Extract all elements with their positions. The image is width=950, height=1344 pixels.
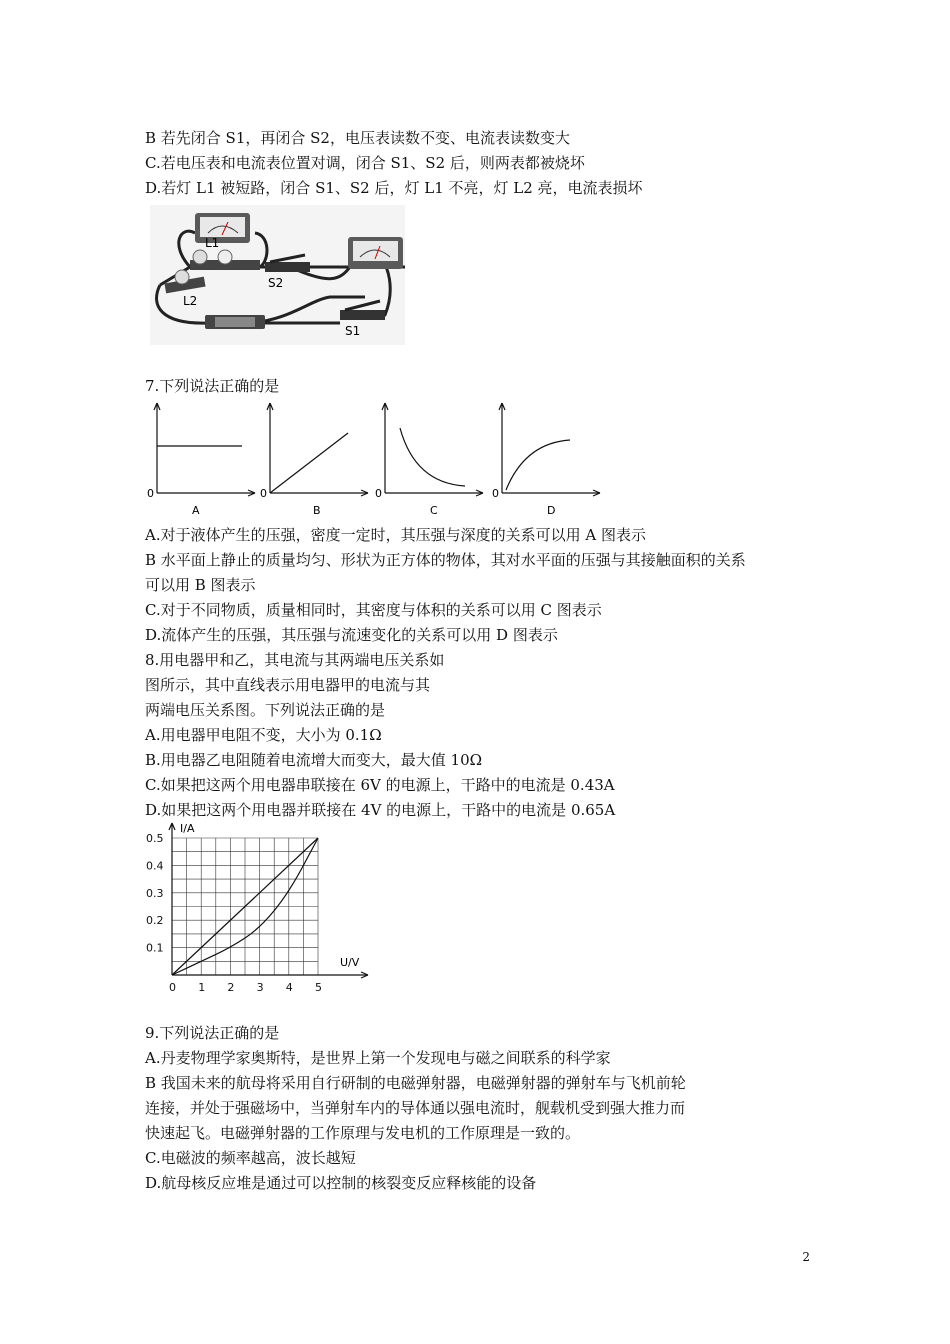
q6-option-b: B 若先闭合 S1，再闭合 S2，电压表读数不变、电流表读数变大 — [145, 129, 570, 147]
x-tick-label: 4 — [285, 981, 293, 994]
q7-option-b-line2: 可以用 B 图表示 — [145, 576, 256, 594]
y-tick-label: 0.1 — [146, 941, 164, 955]
q8-stem-line1: 8.用电器甲和乙，其电流与其两端电压关系如 — [145, 651, 445, 669]
ammeter-icon — [348, 237, 403, 269]
voltmeter-icon — [195, 213, 250, 243]
x-tick-label: 0 — [169, 981, 176, 994]
graph-label-c: C — [430, 504, 438, 517]
origin-d: 0 — [492, 487, 499, 500]
q9-stem: 9.下列说法正确的是 — [145, 1024, 280, 1042]
y-tick-label: 0.2 — [146, 914, 164, 928]
q7-graphs — [140, 398, 610, 520]
x-tick-label: 2 — [227, 981, 235, 994]
q7-option-b-line1: B 水平面上静止的质量均匀、形状为正方体的物体，其对水平面的压强与其接触面积的关系 — [145, 551, 746, 569]
q9-option-b-line2: 连接，并处于强磁场中，当弹射车内的导体通以强电流时，舰载机受到强大推力而 — [145, 1099, 686, 1117]
q7-option-c: C.对于不同物质，质量相同时，其密度与体积的关系可以用 C 图表示 — [145, 601, 602, 619]
q7-option-a: A.对于液体产生的压强，密度一定时，其压强与深度的关系可以用 A 图表示 — [145, 526, 646, 544]
q8-option-a: A.用电器甲电阻不变，大小为 0.1Ω — [145, 726, 382, 744]
origin-c: 0 — [375, 487, 382, 500]
q6-option-d: D.若灯 L1 被短路，闭合 S1、S2 后，灯 L1 不亮，灯 L2 亮，电流表损坏 — [145, 179, 643, 197]
x-tick-label: 5 — [315, 981, 322, 994]
origin-a: 0 — [147, 487, 154, 500]
q9-option-c: C.电磁波的频率越高，波长越短 — [145, 1149, 356, 1167]
graph-label-d: D — [547, 504, 556, 517]
label-s2: S2 — [268, 276, 284, 290]
x-tick-label: 3 — [256, 981, 264, 994]
y-tick-label: 0.5 — [146, 832, 164, 845]
circuit-figure — [150, 205, 405, 345]
q8-option-c: C.如果把这两个用电器串联接在 6V 的电源上，干路中的电流是 0.43A — [145, 776, 615, 794]
q9-option-a: A.丹麦物理学家奥斯特，是世界上第一个发现电与磁之间联系的科学家 — [145, 1049, 611, 1067]
q8-stem-line2: 图所示，其中直线表示用电器甲的电流与其 — [145, 676, 431, 694]
q8-option-b: B.用电器乙电阻随着电流增大而变大，最大值 10Ω — [145, 751, 483, 769]
q9-option-d: D.航母核反应堆是通过可以控制的核裂变反应释核能的设备 — [145, 1174, 537, 1192]
y-tick-label: 0.4 — [146, 859, 164, 873]
q8-stem-line3: 两端电压关系图。下列说法正确的是 — [145, 701, 386, 719]
q9-option-b-line1: B 我国未来的航母将采用自行研制的电磁弹射器，电磁弹射器的弹射车与飞机前轮 — [145, 1074, 686, 1092]
x-tick-label: 1 — [198, 981, 206, 994]
y-axis-label: I/A — [180, 822, 195, 835]
x-axis-label: U/V — [340, 956, 360, 969]
origin-b: 0 — [260, 487, 267, 500]
q8-option-d: D.如果把这两个用电器并联接在 4V 的电源上，干路中的电流是 0.65A — [145, 801, 616, 819]
label-l2: L2 — [183, 294, 198, 308]
y-tick-label: 0.3 — [146, 886, 164, 900]
battery-icon — [205, 315, 265, 329]
label-l1: L1 — [205, 236, 220, 250]
iv-chart — [140, 818, 380, 998]
q9-option-b-line3: 快速起飞。电磁弹射器的工作原理与发电机的工作原理是一致的。 — [145, 1124, 581, 1142]
q7-stem: 7.下列说法正确的是 — [145, 377, 280, 395]
q7-option-d: D.流体产生的压强，其压强与流速变化的关系可以用 D 图表示 — [145, 626, 558, 644]
graph-label-a: A — [192, 504, 200, 517]
label-s1: S1 — [345, 324, 361, 338]
graph-label-b: B — [313, 504, 321, 517]
q6-option-c: C.若电压表和电流表位置对调，闭合 S1、S2 后，则两表都被烧坏 — [145, 154, 585, 172]
page-number: 2 — [802, 1250, 810, 1264]
